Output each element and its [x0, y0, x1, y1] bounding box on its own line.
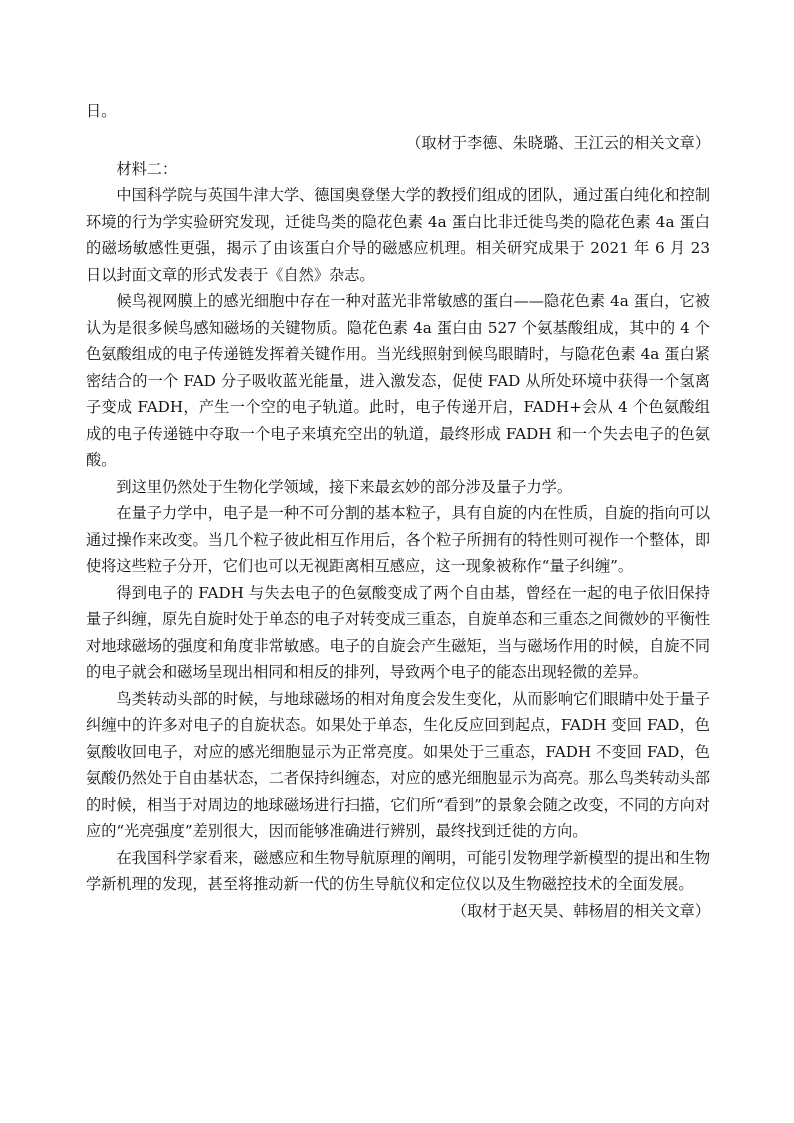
document-body — [86, 98, 710, 924]
paragraph-7: 在我国科学家看来，磁感应和生物导航原理的阐明，可能引发物理学新模型的提出和生物学新机理的发现，甚至将推动新一代的仿生导航仪和定位仪以及生物磁控技术的全面发展。 — [86, 848, 710, 893]
paragraph-2: 候鸟视网膜上的感光细胞中存在一种对蓝光非常敏感的蛋白——隐花色素 4a 蛋白，它被认为是很多候鸟感知磁场的关键物质。隐花色素 4a 蛋白由 527 个氨基酸组成，其中的 4 个色氨酸组成的电子传递链发挥着关键作用。当光线照射到候鸟眼睛时，与隐花色素 4a 蛋白紧密结合的一个 FAD 分子吸收蓝光能量，进入激发态，促使 FAD 从所处环境中获得一个氢离子变成 FADH，产生一个空的电子轨道。此时，电子传递开启，FADH+会从 4 个色氨酸组成的电子传递链中夺取一个电子来填充空出的轨道，最终形成 FADH 和一个失去电子的色氨酸。 — [86, 292, 710, 469]
paragraph-5: 得到电子的 FADH 与失去电子的色氨酸变成了两个自由基，曾经在一起的电子依旧保持量子纠缠，原先自旋时处于单态的电子对转变成三重态，自旋单态和三重态之间微妙的平衡性对地球磁场的强度和角度非常敏感。电子的自旋会产生磁矩，当与磁场作用的时候，自旋不同的电子就会和磁场呈现出相同和相反的排列，导致两个电子的能态出现轻微的差异。 — [86, 583, 710, 681]
source-citation-2: （取材于赵天昊、韩杨眉的相关文章） — [451, 901, 710, 920]
paragraph-1: 中国科学院与英国牛津大学、德国奥登堡大学的教授们组成的团队，通过蛋白纯化和控制环境的行为学实验研究发现，迁徙鸟类的隐花色素 4a 蛋白比非迁徙鸟类的隐花色素 4a 蛋白的磁场敏感性更强，揭示了由该蛋白介导的磁感应机理。相关研究成果于 2021 年 6 月 23 日以封面文章的形式发表于《自然》杂志。 — [86, 186, 710, 284]
paragraph-6: 鸟类转动头部的时候，与地球磁场的相对角度会发生变化，从而影响它们眼睛中处于量子纠缠中的许多对电子的自旋状态。如果处于单态，生化反应回到起点，FADH 变回 FAD，色氨酸收回电子，对应的感光细胞显示为正常亮度。如果处于三重态，FADH 不变回 FAD，色氨酸仍然处于自由基状态，二者保持纠缠态，对应的感光细胞显示为高亮。那么鸟类转动头部的时候，相当于对周边的地球磁场进行扫描，它们所“看到”的景象会随之改变，不同的方向对应的“光亮强度”差别很大，因而能够准确进行辨别，最终找到迁徙的方向。 — [86, 689, 710, 840]
paragraph-3: 到这里仍然处于生物化学领域，接下来最玄妙的部分涉及量子力学。 — [116, 477, 573, 496]
paragraph-4: 在量子力学中，电子是一种不可分割的基本粒子，具有自旋的内在性质，自旋的指向可以通过操作来改变。当几个粒子彼此相互作用后，各个粒子所拥有的特性则可视作一个整体，即使将这些粒子分开，它们也可以无视距离相互感应，这一现象被称作“量子纠缠”。 — [86, 504, 710, 575]
continued-text: 日。 — [86, 102, 117, 120]
source-citation-1: （取材于李德、朱晓璐、王江云的相关文章） — [406, 134, 710, 152]
material-heading: 材料二： — [116, 160, 178, 178]
